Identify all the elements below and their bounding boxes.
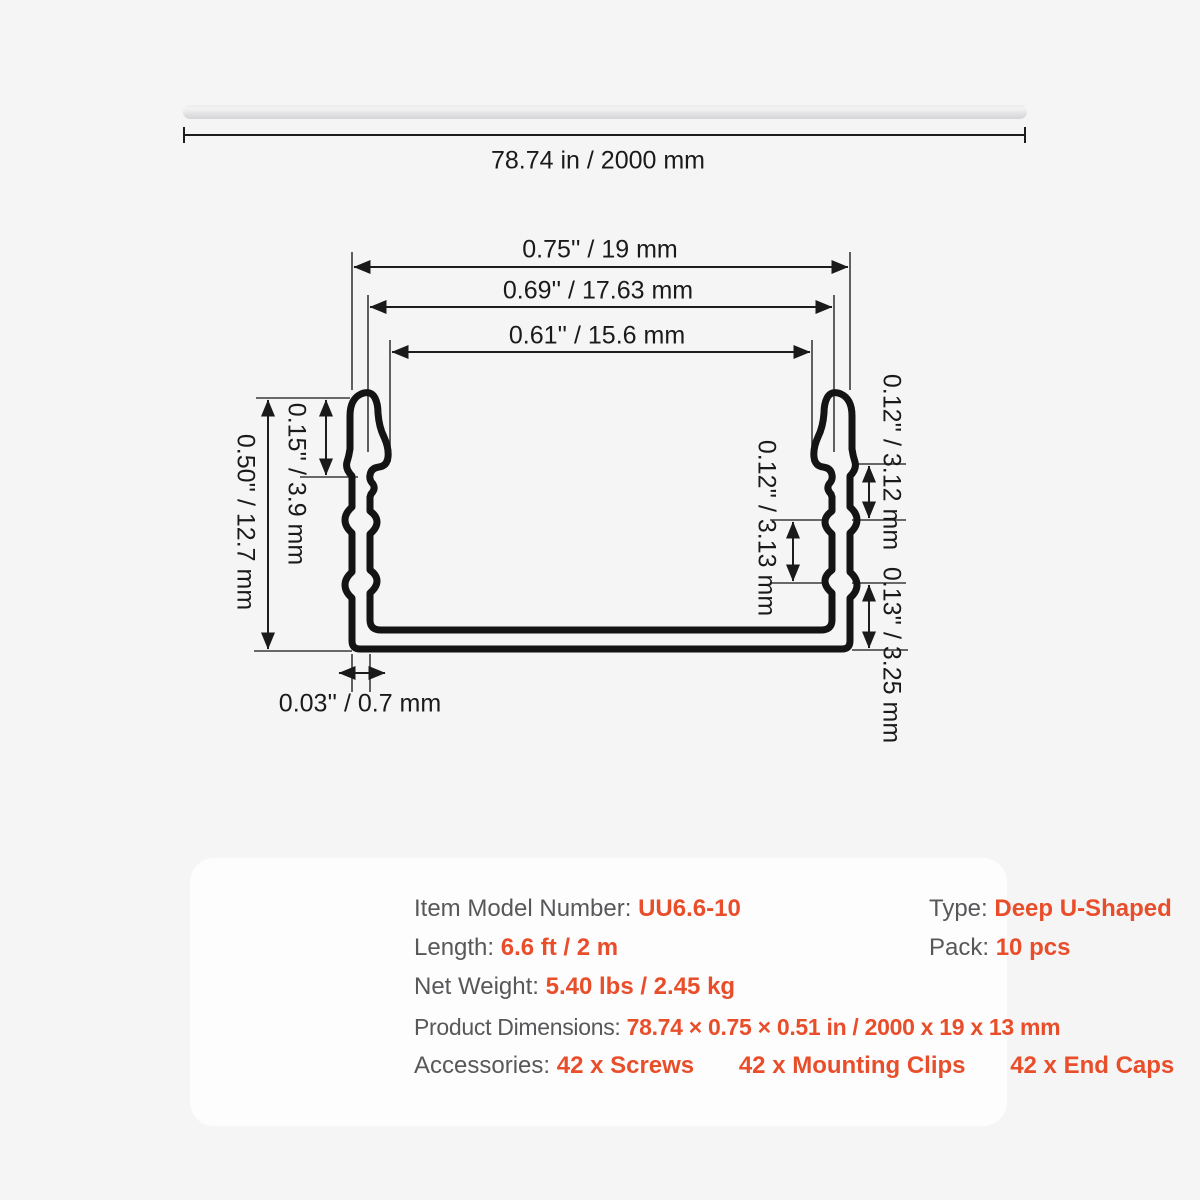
spec-label-accessories: Accessories: — [414, 1052, 551, 1079]
spec-value-product-dimensions: 78.74 × 0.75 × 0.51 in / 2000 x 19 x 13 mm — [626, 1014, 1061, 1040]
spec-label-pack: Pack: — [929, 934, 990, 961]
length-dimension-line — [184, 127, 1025, 143]
spec-row-model — [414, 897, 741, 921]
spec-label-model: Item Model Number: — [414, 895, 632, 922]
spec-label-length: Length: — [414, 934, 495, 961]
spec-value-length: 6.6 ft / 2 m — [500, 934, 619, 961]
dim-label-mid-width: 0.69'' / 17.63 mm — [502, 276, 694, 305]
dim-label-notch-upper: 0.12'' / 3.12 mm — [877, 373, 906, 551]
spec-row-product-dimensions — [414, 1015, 1060, 1039]
dim-label-top-width: 0.75'' / 19 mm — [522, 235, 678, 264]
dim-label-wall-thickness: 0.03'' / 0.7 mm — [278, 689, 442, 718]
spec-label-product-dimensions: Product Dimensions: — [414, 1014, 621, 1040]
dim-label-inner-width: 0.61'' / 15.6 mm — [508, 321, 686, 350]
dim-label-notch-inner: 0.12'' / 3.13 mm — [752, 439, 781, 617]
spec-row-length — [414, 936, 618, 960]
spec-panel — [190, 858, 1175, 1126]
spec-value-type: Deep U-Shaped — [994, 895, 1172, 922]
spec-row-accessories — [414, 1054, 1174, 1078]
spec-row-type — [929, 897, 1172, 921]
spec-value-weight: 5.40 lbs / 2.45 kg — [545, 973, 736, 1000]
spec-value-pack: 10 pcs — [995, 934, 1071, 961]
spec-label-weight: Net Weight: — [414, 973, 539, 1000]
dim-label-lip-height: 0.15'' / 3.9 mm — [282, 402, 311, 566]
spec-value-accessory-clips: 42 x Mounting Clips — [738, 1052, 966, 1079]
spec-value-accessory-screws: 42 x Screws — [556, 1052, 695, 1079]
spec-label-type: Type: — [929, 895, 988, 922]
dim-label-total-height: 0.50'' / 12.7 mm — [231, 433, 260, 611]
dim-label-total-length: 78.74 in / 2000 mm — [490, 146, 706, 175]
dim-label-notch-lower: 0.13'' / 3.25 mm — [877, 566, 906, 744]
spec-value-model: UU6.6-10 — [638, 895, 741, 922]
spec-row-pack — [929, 936, 1070, 960]
spec-value-accessory-endcaps: 42 x End Caps — [1010, 1052, 1175, 1079]
spec-row-weight — [414, 975, 735, 999]
